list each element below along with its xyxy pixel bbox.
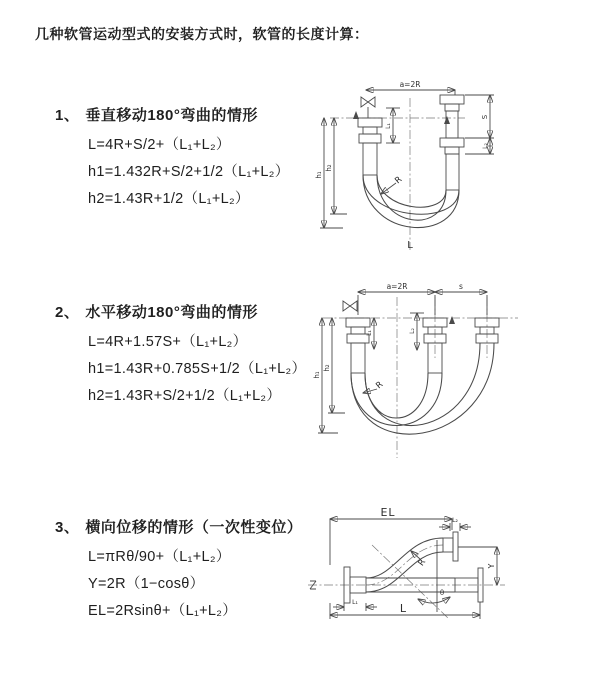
formula-1-2: h1=1.432R+S/2+1/2（L₁+L₂） xyxy=(88,164,290,180)
dim-label-shift: s xyxy=(459,283,463,291)
dim-label-conn-right: L₂ xyxy=(409,328,416,334)
hose-curves xyxy=(363,175,459,228)
diagram-lateral-displacement xyxy=(300,503,560,648)
dim-label-conn-left: L₁ xyxy=(385,123,392,129)
dim-label-length: L xyxy=(407,240,413,251)
formula-1-3: h2=1.43R+1/2（L₁+L₂） xyxy=(88,191,250,207)
up-arrow-icon xyxy=(444,116,450,124)
diagram-vertical-180-bend xyxy=(313,78,528,258)
valve-icon xyxy=(343,301,357,311)
dim-label-conn-right: L₂ xyxy=(452,517,458,524)
section-1-number: 1、 xyxy=(55,107,80,124)
formula-3-2: Y=2R（1−cosθ） xyxy=(88,576,205,592)
dim-label-h1: h₁ xyxy=(315,171,323,179)
formula-2-1: L=4R+1.57S+（L₁+L₂） xyxy=(88,334,248,350)
dim-label-radius: R xyxy=(374,379,386,392)
centerlines xyxy=(330,98,465,250)
dim-label-rise: Y xyxy=(487,563,496,569)
section-2-title: 水平移动180°弯曲的情形 xyxy=(85,304,258,321)
up-arrow-icon xyxy=(353,111,359,119)
up-arrow-icon xyxy=(449,316,455,324)
dim-label-angle: θ xyxy=(439,589,445,597)
section-2 xyxy=(55,301,306,410)
fitting-right xyxy=(440,95,464,190)
formula-3-3: EL=2Rsinθ+（L₁+L₂） xyxy=(88,603,238,619)
formula-2-2: h1=1.43R+0.785S+1/2（L₁+L₂） xyxy=(88,361,307,377)
dim-label-h2: h₂ xyxy=(325,164,333,172)
section-3-heading xyxy=(55,516,302,537)
hose-curves xyxy=(351,343,494,434)
section-1-title: 垂直移动180°弯曲的情形 xyxy=(85,107,258,124)
dim-label-conn-left: L₁ xyxy=(352,599,358,606)
section-2-number: 2、 xyxy=(55,304,80,321)
dim-label-h2: h₂ xyxy=(323,364,331,372)
fitting-left xyxy=(358,118,382,175)
section-3-title: 横向位移的情形（一次性变位） xyxy=(85,519,303,536)
dim-label-span: a=2R xyxy=(386,283,408,291)
fitting-left xyxy=(346,318,370,373)
dim-label-extended-length: EL xyxy=(380,506,396,519)
section-3 xyxy=(55,516,302,625)
dimension-lines xyxy=(318,292,487,433)
section-2-heading xyxy=(55,301,306,322)
formula-2-3: h2=1.43R+S/2+1/2（L₁+L₂） xyxy=(88,388,282,404)
dim-label-radius: R xyxy=(393,174,405,187)
dim-label-conn-right: L₂ xyxy=(482,143,489,149)
dim-label-conn-left: L₁ xyxy=(366,330,373,336)
section-1 xyxy=(55,104,290,213)
dim-label-radius: R xyxy=(416,557,429,569)
dim-label-h1: h₁ xyxy=(313,371,321,379)
dim-label-travel: S xyxy=(481,114,489,120)
page-title: 几种软管运动型式的安装方式时，软管的长度计算： xyxy=(35,26,369,42)
dimension-lines xyxy=(320,90,494,228)
section-3-number: 3、 xyxy=(55,519,80,536)
dim-label-span: a=2R xyxy=(399,80,421,89)
section-1-heading xyxy=(55,104,290,125)
formula-1-1: L=4R+S/2+（L₁+L₂） xyxy=(88,137,231,153)
valve-icon xyxy=(361,97,375,118)
dim-label-length: L xyxy=(399,602,407,615)
formula-3-1: L=πRθ/90+（L₁+L₂） xyxy=(88,549,231,565)
diagram-horizontal-180-bend xyxy=(313,283,530,473)
